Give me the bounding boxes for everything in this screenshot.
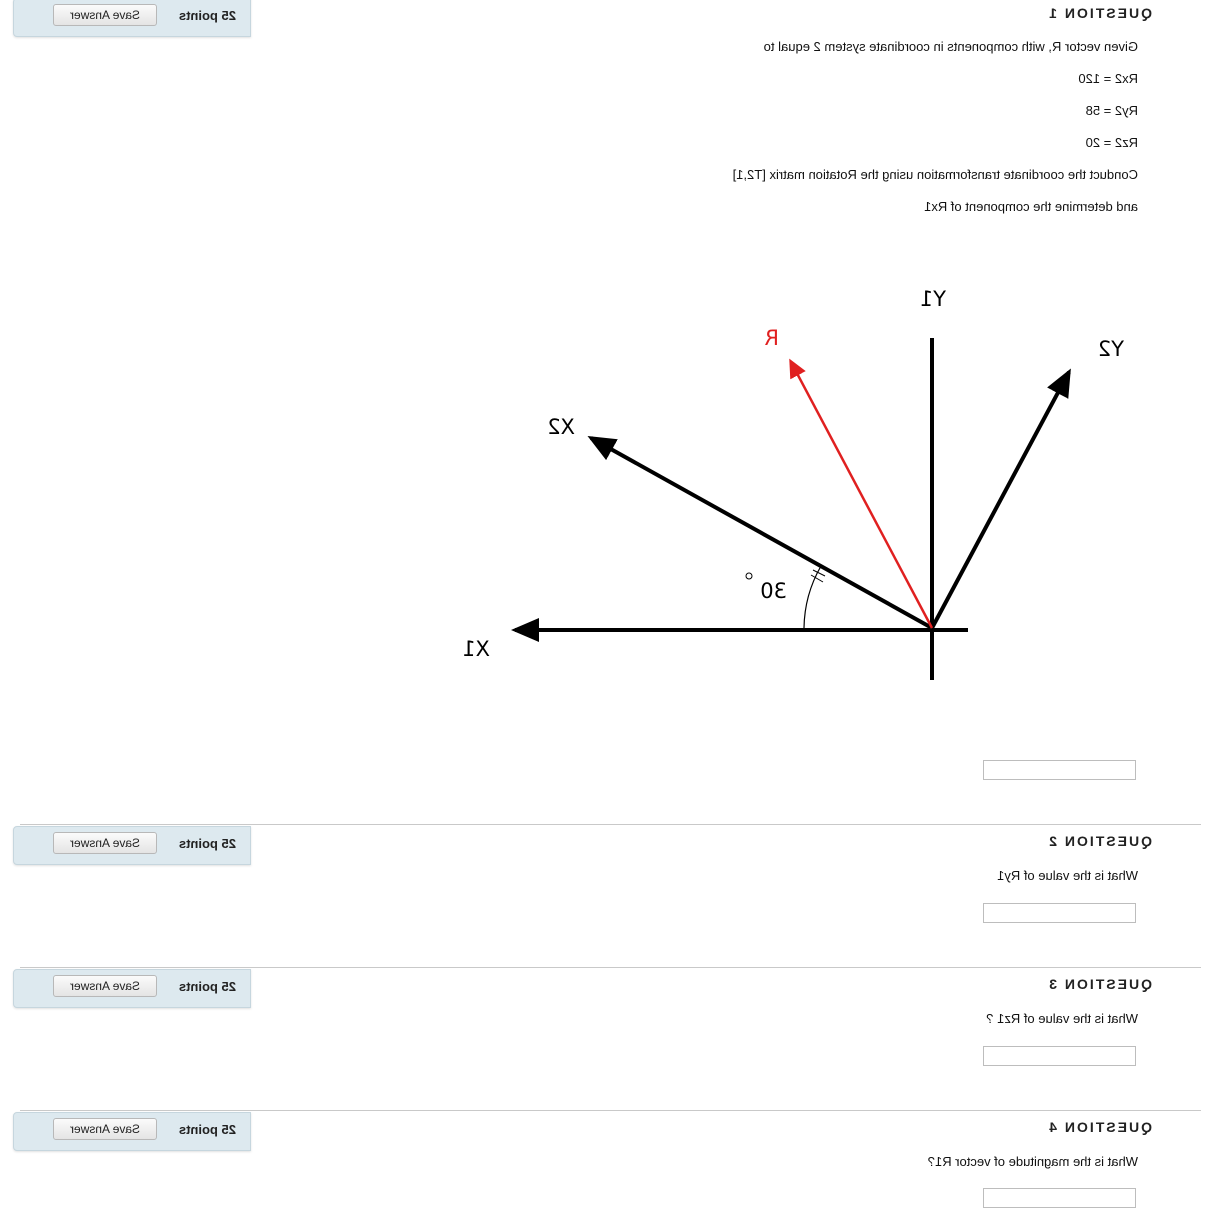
points-panel [13,969,251,1008]
degree-symbol [746,573,752,579]
points-panel [13,1112,251,1151]
question-text-line: Given vector R, with components in coordinate system 2 equal to [763,39,1138,54]
question-title: QUESTION 2 [1047,833,1152,849]
angle-tick [811,575,823,582]
angle-tick [813,570,825,576]
save-answer-button[interactable]: Save Answer [53,975,157,997]
x1-label: X1 [462,637,490,661]
question-text-line: What is the value of Rz1 ? [986,1011,1138,1026]
x2-label: X2 [547,415,575,439]
y2-axis [932,372,1069,628]
answer-field[interactable] [983,760,1136,780]
question-text-line: Rx2 = 120 [1078,71,1138,86]
points-panel [13,826,251,865]
question-text-line: Rz2 = 20 [1085,135,1138,150]
angle-label: 30 [760,579,787,603]
question-title: QUESTION 4 [1047,1119,1152,1135]
question-text-line: What is the value of Ry1 [997,868,1138,883]
question-title: QUESTION 1 [1047,5,1152,21]
save-answer-button[interactable]: Save Answer [53,1118,157,1140]
points-label: 25 points [178,836,236,851]
question-2 [0,824,1221,967]
y1-label: Y1 [919,287,946,311]
question-4 [0,1110,1221,1228]
answer-field[interactable] [983,903,1136,923]
question-title: QUESTION 3 [1047,976,1152,992]
points-label: 25 points [178,979,236,994]
question-text-line: What is the magnitude of vector R1? [927,1154,1138,1169]
y2-label: Y2 [1097,337,1124,361]
points-label: 25 points [178,8,236,23]
points-label: 25 points [178,1122,236,1137]
question-text-line: Ry2 = 58 [1085,103,1138,118]
question-text-line: and determine the component of Rx1 [924,199,1138,214]
answer-field[interactable] [983,1188,1136,1208]
r-label: R [764,326,779,350]
question-text-line: Conduct the coordinate transformation using the Rotation matrix [T2,1] [732,167,1138,182]
save-answer-button[interactable]: Save Answer [53,832,157,854]
question-3 [0,967,1221,1110]
answer-field[interactable] [983,1046,1136,1066]
save-answer-button[interactable]: Save Answer [53,4,157,26]
